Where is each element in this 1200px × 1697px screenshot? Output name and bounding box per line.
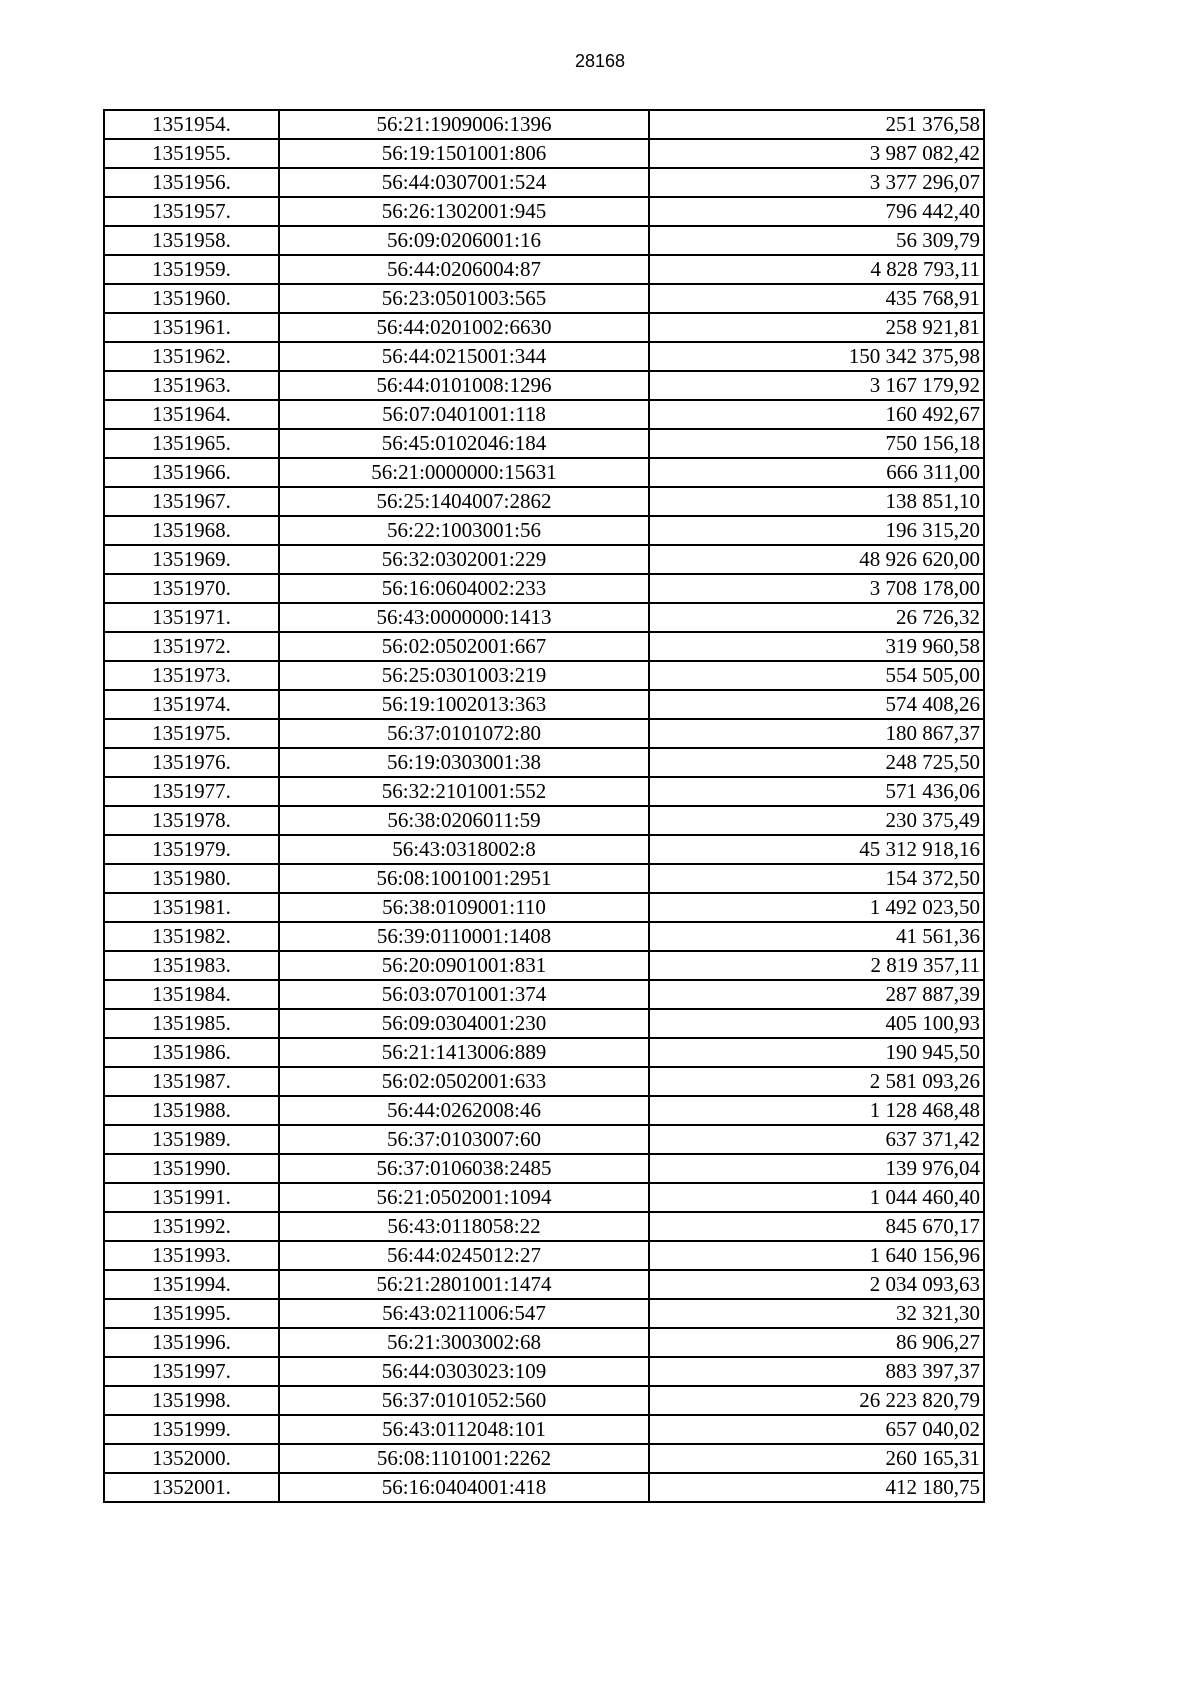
table-row <box>104 226 984 255</box>
cadastral-value-cell: 26 223 820,79 <box>649 1386 984 1415</box>
cadastral-number-cell: 56:44:0201002:6630 <box>279 313 649 342</box>
cadastral-number-cell: 56:43:0112048:101 <box>279 1415 649 1444</box>
cadastral-number-cell: 56:22:1003001:56 <box>279 516 649 545</box>
cadastral-number-cell: 56:44:0101008:1296 <box>279 371 649 400</box>
row-number-cell: 1351984. <box>104 980 279 1009</box>
row-number-cell: 1352001. <box>104 1473 279 1502</box>
cadastral-value-cell: 48 926 620,00 <box>649 545 984 574</box>
cadastral-number-cell: 56:08:1001001:2951 <box>279 864 649 893</box>
table-row <box>104 719 984 748</box>
cadastral-number-cell: 56:20:0901001:831 <box>279 951 649 980</box>
cadastral-number-cell: 56:21:2801001:1474 <box>279 1270 649 1299</box>
row-number-cell: 1351968. <box>104 516 279 545</box>
cadastral-number-cell: 56:43:0000000:1413 <box>279 603 649 632</box>
page-number: 28168 <box>574 51 626 71</box>
cadastral-number-cell: 56:21:0000000:15631 <box>279 458 649 487</box>
row-number-cell: 1351986. <box>104 1038 279 1067</box>
row-number-cell: 1351961. <box>104 313 279 342</box>
cadastral-number-cell: 56:02:0502001:667 <box>279 632 649 661</box>
cadastral-number-cell: 56:26:1302001:945 <box>279 197 649 226</box>
cadastral-number-cell: 56:19:1501001:806 <box>279 139 649 168</box>
cadastral-value-cell: 2 819 357,11 <box>649 951 984 980</box>
cadastral-number-cell: 56:44:0245012:27 <box>279 1241 649 1270</box>
cadastral-value-cell: 287 887,39 <box>649 980 984 1009</box>
table-row <box>104 168 984 197</box>
table-row <box>104 980 984 1009</box>
table-row <box>104 1328 984 1357</box>
row-number-cell: 1351993. <box>104 1241 279 1270</box>
row-number-cell: 1351992. <box>104 1212 279 1241</box>
row-number-cell: 1351974. <box>104 690 279 719</box>
table-row <box>104 429 984 458</box>
table-row <box>104 1270 984 1299</box>
cadastral-number-cell: 56:44:0303023:109 <box>279 1357 649 1386</box>
cadastral-value-cell: 160 492,67 <box>649 400 984 429</box>
cadastral-value-cell: 2 581 093,26 <box>649 1067 984 1096</box>
cadastral-number-cell: 56:09:0206001:16 <box>279 226 649 255</box>
cadastral-number-cell: 56:23:0501003:565 <box>279 284 649 313</box>
cadastral-number-cell: 56:39:0110001:1408 <box>279 922 649 951</box>
cadastral-value-cell: 412 180,75 <box>649 1473 984 1502</box>
cadastral-value-cell: 3 377 296,07 <box>649 168 984 197</box>
cadastral-value-cell: 319 960,58 <box>649 632 984 661</box>
table-row <box>104 893 984 922</box>
row-number-cell: 1351954. <box>104 110 279 139</box>
row-number-cell: 1351956. <box>104 168 279 197</box>
row-number-cell: 1351966. <box>104 458 279 487</box>
cadastral-value-cell: 4 828 793,11 <box>649 255 984 284</box>
cadastral-value-cell: 86 906,27 <box>649 1328 984 1357</box>
row-number-cell: 1351976. <box>104 748 279 777</box>
row-number-cell: 1351955. <box>104 139 279 168</box>
cadastral-value-cell: 180 867,37 <box>649 719 984 748</box>
cadastral-value-cell: 41 561,36 <box>649 922 984 951</box>
cadastral-value-cell: 1 128 468,48 <box>649 1096 984 1125</box>
table-row <box>104 313 984 342</box>
cadastral-value-cell: 3 708 178,00 <box>649 574 984 603</box>
row-number-cell: 1351987. <box>104 1067 279 1096</box>
cadastral-number-cell: 56:09:0304001:230 <box>279 1009 649 1038</box>
cadastral-number-cell: 56:07:0401001:118 <box>279 400 649 429</box>
row-number-cell: 1351978. <box>104 806 279 835</box>
table-row <box>104 777 984 806</box>
row-number-cell: 1351967. <box>104 487 279 516</box>
cadastral-value-cell: 3 167 179,92 <box>649 371 984 400</box>
row-number-cell: 1352000. <box>104 1444 279 1473</box>
cadastral-value-cell: 2 034 093,63 <box>649 1270 984 1299</box>
row-number-cell: 1351975. <box>104 719 279 748</box>
row-number-cell: 1351972. <box>104 632 279 661</box>
row-number-cell: 1351996. <box>104 1328 279 1357</box>
row-number-cell: 1351994. <box>104 1270 279 1299</box>
cadastral-value-cell: 32 321,30 <box>649 1299 984 1328</box>
cadastral-number-cell: 56:32:0302001:229 <box>279 545 649 574</box>
cadastral-value-cell: 883 397,37 <box>649 1357 984 1386</box>
cadastral-value-cell: 190 945,50 <box>649 1038 984 1067</box>
cadastral-number-cell: 56:25:0301003:219 <box>279 661 649 690</box>
row-number-cell: 1351995. <box>104 1299 279 1328</box>
cadastral-number-cell: 56:21:0502001:1094 <box>279 1183 649 1212</box>
row-number-cell: 1351962. <box>104 342 279 371</box>
table-row <box>104 632 984 661</box>
row-number-cell: 1351999. <box>104 1415 279 1444</box>
row-number-cell: 1351957. <box>104 197 279 226</box>
row-number-cell: 1351970. <box>104 574 279 603</box>
row-number-cell: 1351958. <box>104 226 279 255</box>
cadastral-value-cell: 230 375,49 <box>649 806 984 835</box>
cadastral-number-cell: 56:37:0101072:80 <box>279 719 649 748</box>
row-number-cell: 1351990. <box>104 1154 279 1183</box>
cadastral-value-cell: 554 505,00 <box>649 661 984 690</box>
table-row <box>104 1183 984 1212</box>
cadastral-number-cell: 56:38:0206011:59 <box>279 806 649 835</box>
cadastral-number-cell: 56:45:0102046:184 <box>279 429 649 458</box>
cadastral-number-cell: 56:08:1101001:2262 <box>279 1444 649 1473</box>
cadastral-number-cell: 56:02:0502001:633 <box>279 1067 649 1096</box>
cadastral-value-cell: 405 100,93 <box>649 1009 984 1038</box>
table-row <box>104 574 984 603</box>
cadastral-value-cell: 251 376,58 <box>649 110 984 139</box>
cadastral-number-cell: 56:21:3003002:68 <box>279 1328 649 1357</box>
table-row <box>104 661 984 690</box>
cadastral-number-cell: 56:44:0215001:344 <box>279 342 649 371</box>
cadastral-number-cell: 56:03:0701001:374 <box>279 980 649 1009</box>
row-number-cell: 1351977. <box>104 777 279 806</box>
table-row <box>104 1386 984 1415</box>
cadastral-value-cell: 750 156,18 <box>649 429 984 458</box>
table-body <box>104 110 984 1502</box>
cadastral-value-cell: 3 987 082,42 <box>649 139 984 168</box>
cadastral-value-cell: 657 040,02 <box>649 1415 984 1444</box>
cadastral-value-cell: 1 044 460,40 <box>649 1183 984 1212</box>
row-number-cell: 1351982. <box>104 922 279 951</box>
cadastral-number-cell: 56:37:0101052:560 <box>279 1386 649 1415</box>
cadastral-number-cell: 56:25:1404007:2862 <box>279 487 649 516</box>
table-row <box>104 1067 984 1096</box>
row-number-cell: 1351964. <box>104 400 279 429</box>
cadastral-number-cell: 56:37:0106038:2485 <box>279 1154 649 1183</box>
row-number-cell: 1351959. <box>104 255 279 284</box>
table-row <box>104 342 984 371</box>
row-number-cell: 1351960. <box>104 284 279 313</box>
table-row <box>104 806 984 835</box>
row-number-cell: 1351965. <box>104 429 279 458</box>
cadastral-number-cell: 56:44:0262008:46 <box>279 1096 649 1125</box>
cadastral-number-cell: 56:43:0211006:547 <box>279 1299 649 1328</box>
row-number-cell: 1351985. <box>104 1009 279 1038</box>
table-row <box>104 197 984 226</box>
cadastral-number-cell: 56:21:1909006:1396 <box>279 110 649 139</box>
table-row <box>104 1212 984 1241</box>
table-row <box>104 748 984 777</box>
table-row <box>104 835 984 864</box>
table-row <box>104 1009 984 1038</box>
cadastral-value-cell: 435 768,91 <box>649 284 984 313</box>
cadastral-number-cell: 56:37:0103007:60 <box>279 1125 649 1154</box>
table-row <box>104 1415 984 1444</box>
table-row <box>104 400 984 429</box>
row-number-cell: 1351991. <box>104 1183 279 1212</box>
cadastral-number-cell: 56:38:0109001:110 <box>279 893 649 922</box>
cadastral-value-cell: 666 311,00 <box>649 458 984 487</box>
table-row <box>104 371 984 400</box>
cadastral-value-cell: 796 442,40 <box>649 197 984 226</box>
table-row <box>104 545 984 574</box>
table-row <box>104 284 984 313</box>
cadastral-number-cell: 56:16:0404001:418 <box>279 1473 649 1502</box>
row-number-cell: 1351980. <box>104 864 279 893</box>
cadastral-value-cell: 154 372,50 <box>649 864 984 893</box>
cadastral-number-cell: 56:44:0206004:87 <box>279 255 649 284</box>
cadastral-value-cell: 196 315,20 <box>649 516 984 545</box>
cadastral-value-cell: 258 921,81 <box>649 313 984 342</box>
row-number-cell: 1351988. <box>104 1096 279 1125</box>
cadastral-value-cell: 260 165,31 <box>649 1444 984 1473</box>
row-number-cell: 1351997. <box>104 1357 279 1386</box>
table-row <box>104 1096 984 1125</box>
cadastral-number-cell: 56:43:0318002:8 <box>279 835 649 864</box>
table-row <box>104 516 984 545</box>
cadastral-value-cell: 1 492 023,50 <box>649 893 984 922</box>
row-number-cell: 1351983. <box>104 951 279 980</box>
table-row <box>104 1125 984 1154</box>
row-number-cell: 1351971. <box>104 603 279 632</box>
cadastral-value-cell: 45 312 918,16 <box>649 835 984 864</box>
cadastral-value-cell: 26 726,32 <box>649 603 984 632</box>
cadastral-value-cell: 574 408,26 <box>649 690 984 719</box>
row-number-cell: 1351963. <box>104 371 279 400</box>
cadastral-value-cell: 150 342 375,98 <box>649 342 984 371</box>
row-number-cell: 1351998. <box>104 1386 279 1415</box>
cadastral-value-cell: 571 436,06 <box>649 777 984 806</box>
table-row <box>104 1473 984 1502</box>
table-row <box>104 1444 984 1473</box>
cadastral-value-table <box>103 109 985 1503</box>
cadastral-number-cell: 56:44:0307001:524 <box>279 168 649 197</box>
row-number-cell: 1351989. <box>104 1125 279 1154</box>
table-row <box>104 1241 984 1270</box>
table-row <box>104 1299 984 1328</box>
table-row <box>104 110 984 139</box>
row-number-cell: 1351979. <box>104 835 279 864</box>
table-row <box>104 1038 984 1067</box>
cadastral-number-cell: 56:19:1002013:363 <box>279 690 649 719</box>
cadastral-value-cell: 845 670,17 <box>649 1212 984 1241</box>
row-number-cell: 1351981. <box>104 893 279 922</box>
table-row <box>104 255 984 284</box>
cadastral-number-cell: 56:16:0604002:233 <box>279 574 649 603</box>
cadastral-value-cell: 248 725,50 <box>649 748 984 777</box>
table-row <box>104 139 984 168</box>
cadastral-value-cell: 139 976,04 <box>649 1154 984 1183</box>
row-number-cell: 1351969. <box>104 545 279 574</box>
table-row <box>104 487 984 516</box>
cadastral-value-cell: 1 640 156,96 <box>649 1241 984 1270</box>
table-row <box>104 690 984 719</box>
cadastral-number-cell: 56:32:2101001:552 <box>279 777 649 806</box>
table-row <box>104 458 984 487</box>
table-row <box>104 603 984 632</box>
cadastral-value-cell: 138 851,10 <box>649 487 984 516</box>
table-row <box>104 1357 984 1386</box>
cadastral-number-cell: 56:19:0303001:38 <box>279 748 649 777</box>
table-row <box>104 864 984 893</box>
table-row <box>104 951 984 980</box>
cadastral-number-cell: 56:43:0118058:22 <box>279 1212 649 1241</box>
table-row <box>104 1154 984 1183</box>
row-number-cell: 1351973. <box>104 661 279 690</box>
cadastral-number-cell: 56:21:1413006:889 <box>279 1038 649 1067</box>
cadastral-value-cell: 637 371,42 <box>649 1125 984 1154</box>
table-row <box>104 922 984 951</box>
cadastral-value-cell: 56 309,79 <box>649 226 984 255</box>
